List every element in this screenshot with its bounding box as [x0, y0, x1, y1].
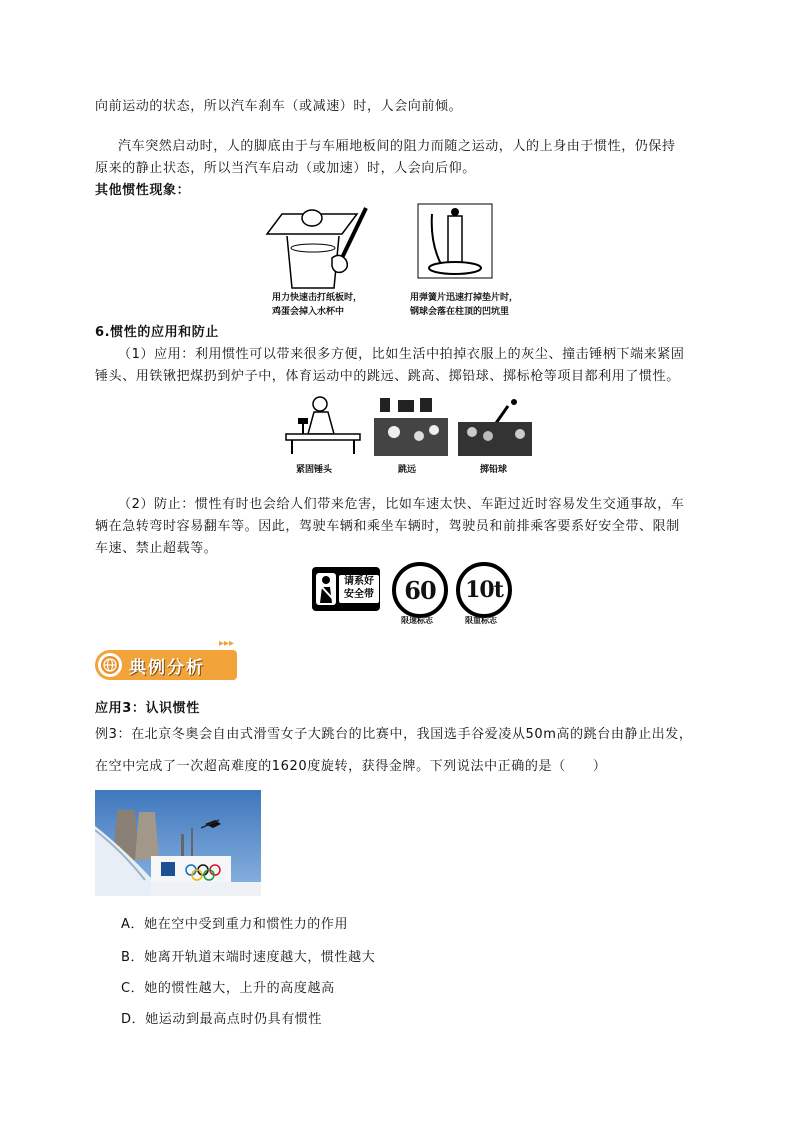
question-text: 在空中完成了一次超高难度的1620度旋转，获得金牌。下列说法中正确的是（ ） [95, 759, 607, 774]
seatbelt-icon [316, 573, 336, 605]
option-b: B．她离开轨道末端时速度越大，惯性越大 [121, 950, 376, 965]
egg-cup-illustration [262, 200, 382, 295]
weight-limit-sign [456, 562, 512, 618]
figure-caption: 限重标志 [465, 616, 497, 625]
option-a: A．她在空中受到重力和惯性力的作用 [121, 917, 349, 932]
figure-caption: 钢球会落在柱顶的凹坑里 [410, 307, 510, 317]
long-jump-photo [374, 396, 448, 456]
banner-title: 典例分析 [129, 658, 205, 678]
section-title: 6.惯性的应用和防止 [95, 325, 219, 340]
weight-limit-value: 10t [465, 577, 503, 603]
paragraph-text: （2）防止：惯性有时也会给人们带来危害，比如车速太快、车距过近时容易发生交通事故，车 [118, 497, 685, 512]
example-heading: 应用3：认识惯性 [95, 701, 200, 716]
paragraph-text: （1）应用：利用惯性可以带来很多方便，比如生活中拍掉衣服上的灰尘、撞击锤柄下端来紧固 [118, 347, 685, 362]
spring-ball-illustration [416, 202, 496, 282]
seatbelt-sign-text: 安全带 [344, 589, 374, 600]
figure-caption: 鸡蛋会掉入水杯中 [272, 307, 345, 317]
figure-caption: 用力快速击打纸板时， [272, 293, 363, 303]
section-banner [95, 638, 245, 680]
speed-limit-value: 60 [404, 575, 436, 605]
spring-ball-figure [412, 200, 552, 325]
option-c: C．她的惯性越大，上升的高度越高 [121, 981, 335, 996]
seatbelt-sign-text: 请系好 [344, 576, 374, 587]
figure-caption: 跳远 [398, 465, 417, 475]
paragraph-text: 原来的静止状态，所以当汽车启动（或加速）时，人会向后仰。 [95, 161, 476, 176]
globe-icon [98, 653, 122, 677]
section-heading: 其他惯性现象： [95, 183, 191, 198]
speed-limit-sign [392, 562, 448, 618]
paragraph-text: 锤头、用铁锹把煤扔到炉子中，体育运动中的跳远、跳高、掷铅球、掷标枪等项目都利用了惯性。 [95, 369, 680, 384]
shot-put-photo [458, 396, 532, 456]
figure-caption: 用弹簧片迅速打掉垫片时， [410, 293, 519, 303]
paragraph-text: 辆在急转弯时容易翻车等。因此，驾驶车辆和乘坐车辆时，驾驶员和前排乘客要系好安全带、限制 [95, 519, 680, 534]
paragraph-text: 汽车突然启动时，人的脚底由于与车厢地板间的阻力而随之运动，人的上身由于惯性，仍保持 [118, 139, 676, 154]
seatbelt-sign [312, 567, 380, 611]
option-d: D．她运动到最高点时仍具有惯性 [121, 1012, 323, 1027]
paragraph-text: 向前运动的状态，所以汽车刹车（或减速）时，人会向前倾。 [95, 99, 463, 114]
figure-caption: 掷铅球 [480, 465, 508, 475]
arrows-decoration: ▸▸▸ [219, 638, 235, 649]
ski-jump-photo [95, 790, 261, 896]
figure-caption: 限速标志 [401, 616, 433, 625]
question-text: 例3：在北京冬奥会自由式滑雪女子大跳台的比赛中，我国选手谷爱凌从50m高的跳台由静止出发， [95, 727, 693, 742]
hammer-illustration [284, 394, 362, 456]
paragraph-text: 车速、禁止超载等。 [95, 541, 218, 556]
egg-cardboard-figure [262, 200, 382, 325]
figure-caption: 紧固锤头 [296, 465, 333, 475]
